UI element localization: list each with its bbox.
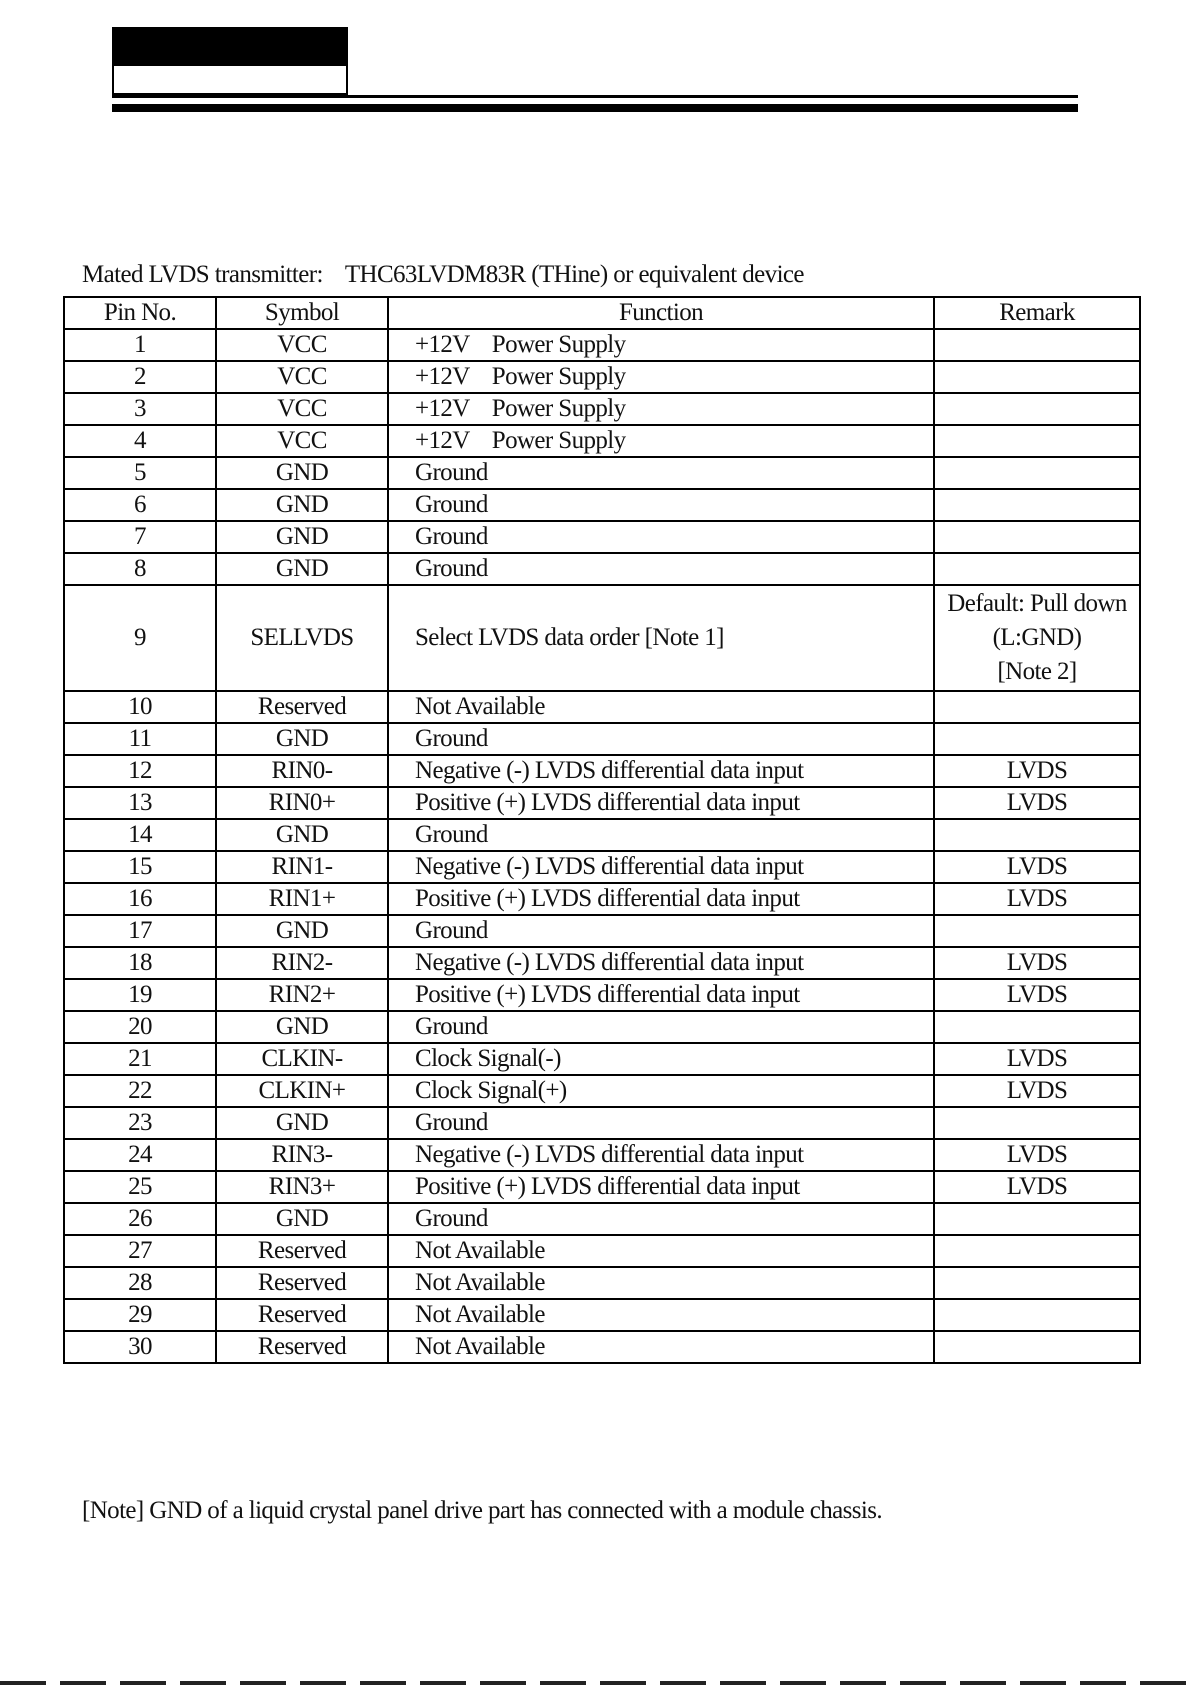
function-cell: Negative (-) LVDS differential data input — [388, 1139, 934, 1171]
pin-number-cell: 17 — [64, 915, 216, 947]
symbol-cell: Reserved — [216, 1267, 388, 1299]
symbol-cell: RIN2+ — [216, 979, 388, 1011]
symbol-cell: CLKIN- — [216, 1043, 388, 1075]
table-row — [64, 393, 1140, 425]
header-rule-thick — [112, 104, 1078, 112]
function-voltage: +12V — [415, 331, 470, 358]
remark-cell — [934, 1331, 1140, 1363]
remark-line: Default: Pull down — [947, 590, 1127, 617]
pin-number-cell: 20 — [64, 1011, 216, 1043]
pin-number-cell: 4 — [64, 425, 216, 457]
pin-number-cell: 14 — [64, 819, 216, 851]
table-row — [64, 883, 1140, 915]
header-pin-no: Pin No. — [64, 297, 216, 329]
remark-line: [Note 2] — [997, 658, 1077, 685]
function-cell: Ground — [388, 819, 934, 851]
caption-label: Mated LVDS transmitter: — [82, 261, 323, 288]
remark-cell — [934, 1203, 1140, 1235]
table-row — [64, 1043, 1140, 1075]
symbol-cell: Reserved — [216, 691, 388, 723]
function-detail: Power Supply — [491, 395, 626, 422]
symbol-cell: RIN3+ — [216, 1171, 388, 1203]
remark-cell — [934, 1107, 1140, 1139]
function-cell: Ground — [388, 553, 934, 585]
function-cell: Ground — [388, 521, 934, 553]
symbol-cell: GND — [216, 1107, 388, 1139]
function-cell: Negative (-) LVDS differential data input — [388, 755, 934, 787]
symbol-cell: SELLVDS — [216, 585, 388, 691]
pin-number-cell: 26 — [64, 1203, 216, 1235]
remark-cell — [934, 723, 1140, 755]
remark-cell — [934, 553, 1140, 585]
function-cell: Negative (-) LVDS differential data input — [388, 947, 934, 979]
table-row — [64, 329, 1140, 361]
pin-number-cell: 25 — [64, 1171, 216, 1203]
remark-cell — [934, 1267, 1140, 1299]
symbol-cell: RIN0- — [216, 755, 388, 787]
pin-number-cell: 22 — [64, 1075, 216, 1107]
table-row — [64, 947, 1140, 979]
pin-number-cell: 11 — [64, 723, 216, 755]
table-row — [64, 1171, 1140, 1203]
pin-number-cell: 28 — [64, 1267, 216, 1299]
pin-number-cell: 10 — [64, 691, 216, 723]
table-row — [64, 1267, 1140, 1299]
symbol-cell: VCC — [216, 425, 388, 457]
table-row — [64, 1331, 1140, 1363]
symbol-cell: GND — [216, 723, 388, 755]
table-row — [64, 1011, 1140, 1043]
pin-number-cell: 19 — [64, 979, 216, 1011]
symbol-cell: RIN3- — [216, 1139, 388, 1171]
table-row — [64, 851, 1140, 883]
function-cell: Positive (+) LVDS differential data input — [388, 979, 934, 1011]
function-cell: Ground — [388, 1107, 934, 1139]
function-cell: Negative (-) LVDS differential data input — [388, 851, 934, 883]
pin-number-cell: 7 — [64, 521, 216, 553]
symbol-cell: RIN1- — [216, 851, 388, 883]
pin-number-cell: 23 — [64, 1107, 216, 1139]
table-header-row — [64, 297, 1140, 329]
symbol-cell: GND — [216, 819, 388, 851]
remark-cell: LVDS — [934, 851, 1140, 883]
function-cell: Not Available — [388, 1331, 934, 1363]
pin-number-cell: 27 — [64, 1235, 216, 1267]
table-row — [64, 1235, 1140, 1267]
function-detail: Power Supply — [491, 427, 626, 454]
remark-cell: LVDS — [934, 1075, 1140, 1107]
table-row — [64, 787, 1140, 819]
table-row — [64, 489, 1140, 521]
function-cell: Ground — [388, 1203, 934, 1235]
remark-cell — [934, 691, 1140, 723]
symbol-cell: Reserved — [216, 1331, 388, 1363]
symbol-cell: GND — [216, 915, 388, 947]
function-cell — [388, 425, 934, 457]
function-cell — [388, 329, 934, 361]
pin-number-cell: 3 — [64, 393, 216, 425]
function-cell: Positive (+) LVDS differential data input — [388, 883, 934, 915]
caption-value: THC63LVDM83R (THine) or equivalent device — [344, 261, 804, 288]
page-bottom-edge — [0, 1681, 1191, 1685]
function-cell: Not Available — [388, 1299, 934, 1331]
function-cell: Ground — [388, 457, 934, 489]
remark-cell — [934, 585, 1140, 691]
table-row — [64, 723, 1140, 755]
symbol-cell: VCC — [216, 361, 388, 393]
symbol-cell: VCC — [216, 393, 388, 425]
pin-number-cell: 8 — [64, 553, 216, 585]
pin-number-cell: 21 — [64, 1043, 216, 1075]
remark-cell: LVDS — [934, 979, 1140, 1011]
table-row — [64, 755, 1140, 787]
symbol-cell: GND — [216, 489, 388, 521]
symbol-cell: GND — [216, 521, 388, 553]
header-symbol: Symbol — [216, 297, 388, 329]
remark-cell — [934, 329, 1140, 361]
pin-number-cell: 2 — [64, 361, 216, 393]
table-row — [64, 361, 1140, 393]
symbol-cell: CLKIN+ — [216, 1075, 388, 1107]
header-remark: Remark — [934, 297, 1140, 329]
function-cell: Select LVDS data order [Note 1] — [388, 585, 934, 691]
table-row — [64, 457, 1140, 489]
table-row — [64, 553, 1140, 585]
remark-cell — [934, 521, 1140, 553]
pin-number-cell: 13 — [64, 787, 216, 819]
table-row — [64, 1139, 1140, 1171]
function-voltage: +12V — [415, 395, 470, 422]
symbol-cell: RIN0+ — [216, 787, 388, 819]
pin-assignment-table — [63, 296, 1141, 1364]
table-row — [64, 1107, 1140, 1139]
pin-number-cell: 5 — [64, 457, 216, 489]
remark-cell — [934, 1299, 1140, 1331]
symbol-cell: Reserved — [216, 1299, 388, 1331]
function-detail: Power Supply — [491, 331, 626, 358]
pin-number-cell: 18 — [64, 947, 216, 979]
function-cell: Ground — [388, 915, 934, 947]
pin-number-cell: 29 — [64, 1299, 216, 1331]
function-cell: Not Available — [388, 1267, 934, 1299]
function-cell: Positive (+) LVDS differential data input — [388, 1171, 934, 1203]
table-row — [64, 425, 1140, 457]
remark-cell — [934, 361, 1140, 393]
remark-cell — [934, 1235, 1140, 1267]
table-body — [64, 329, 1140, 1363]
function-voltage: +12V — [415, 363, 470, 390]
remark-cell — [934, 425, 1140, 457]
function-cell: Ground — [388, 723, 934, 755]
header-logo-bar — [114, 29, 346, 66]
remark-cell — [934, 393, 1140, 425]
function-detail: Power Supply — [491, 363, 626, 390]
header-function: Function — [388, 297, 934, 329]
header-logo-box — [112, 27, 348, 95]
symbol-cell: GND — [216, 553, 388, 585]
pin-number-cell: 12 — [64, 755, 216, 787]
table-row — [64, 1299, 1140, 1331]
remark-cell: LVDS — [934, 947, 1140, 979]
function-cell: Positive (+) LVDS differential data input — [388, 787, 934, 819]
function-cell: Not Available — [388, 1235, 934, 1267]
symbol-cell: GND — [216, 1011, 388, 1043]
pin-number-cell: 24 — [64, 1139, 216, 1171]
pin-number-cell: 9 — [64, 585, 216, 691]
table-row — [64, 1075, 1140, 1107]
function-cell: Clock Signal(+) — [388, 1075, 934, 1107]
remark-cell — [934, 457, 1140, 489]
footnote: [Note] GND of a liquid crystal panel drive part has connected with a module chassis. — [82, 1497, 883, 1524]
pin-number-cell: 1 — [64, 329, 216, 361]
remark-line: (L:GND) — [992, 624, 1082, 651]
remark-cell: LVDS — [934, 883, 1140, 915]
remark-cell — [934, 915, 1140, 947]
remark-cell: LVDS — [934, 755, 1140, 787]
pin-number-cell: 30 — [64, 1331, 216, 1363]
function-cell: Not Available — [388, 691, 934, 723]
remark-cell: LVDS — [934, 1043, 1140, 1075]
symbol-cell: Reserved — [216, 1235, 388, 1267]
symbol-cell: GND — [216, 1203, 388, 1235]
table-row — [64, 521, 1140, 553]
remark-cell — [934, 1011, 1140, 1043]
symbol-cell: VCC — [216, 329, 388, 361]
symbol-cell: RIN2- — [216, 947, 388, 979]
table-row — [64, 979, 1140, 1011]
remark-cell — [934, 819, 1140, 851]
table-row — [64, 585, 1140, 691]
header-rule — [112, 95, 1078, 98]
table-row — [64, 691, 1140, 723]
table-row — [64, 915, 1140, 947]
function-cell: Ground — [388, 1011, 934, 1043]
pin-number-cell: 6 — [64, 489, 216, 521]
remark-cell: LVDS — [934, 1171, 1140, 1203]
remark-cell: LVDS — [934, 787, 1140, 819]
remark-cell — [934, 489, 1140, 521]
remark-cell: LVDS — [934, 1139, 1140, 1171]
table-row — [64, 819, 1140, 851]
function-voltage: +12V — [415, 427, 470, 454]
transmitter-caption — [82, 258, 804, 292]
pin-number-cell: 16 — [64, 883, 216, 915]
table-row — [64, 1203, 1140, 1235]
function-cell: Clock Signal(-) — [388, 1043, 934, 1075]
symbol-cell: GND — [216, 457, 388, 489]
pin-number-cell: 15 — [64, 851, 216, 883]
function-cell — [388, 361, 934, 393]
symbol-cell: RIN1+ — [216, 883, 388, 915]
function-cell — [388, 393, 934, 425]
function-cell: Ground — [388, 489, 934, 521]
